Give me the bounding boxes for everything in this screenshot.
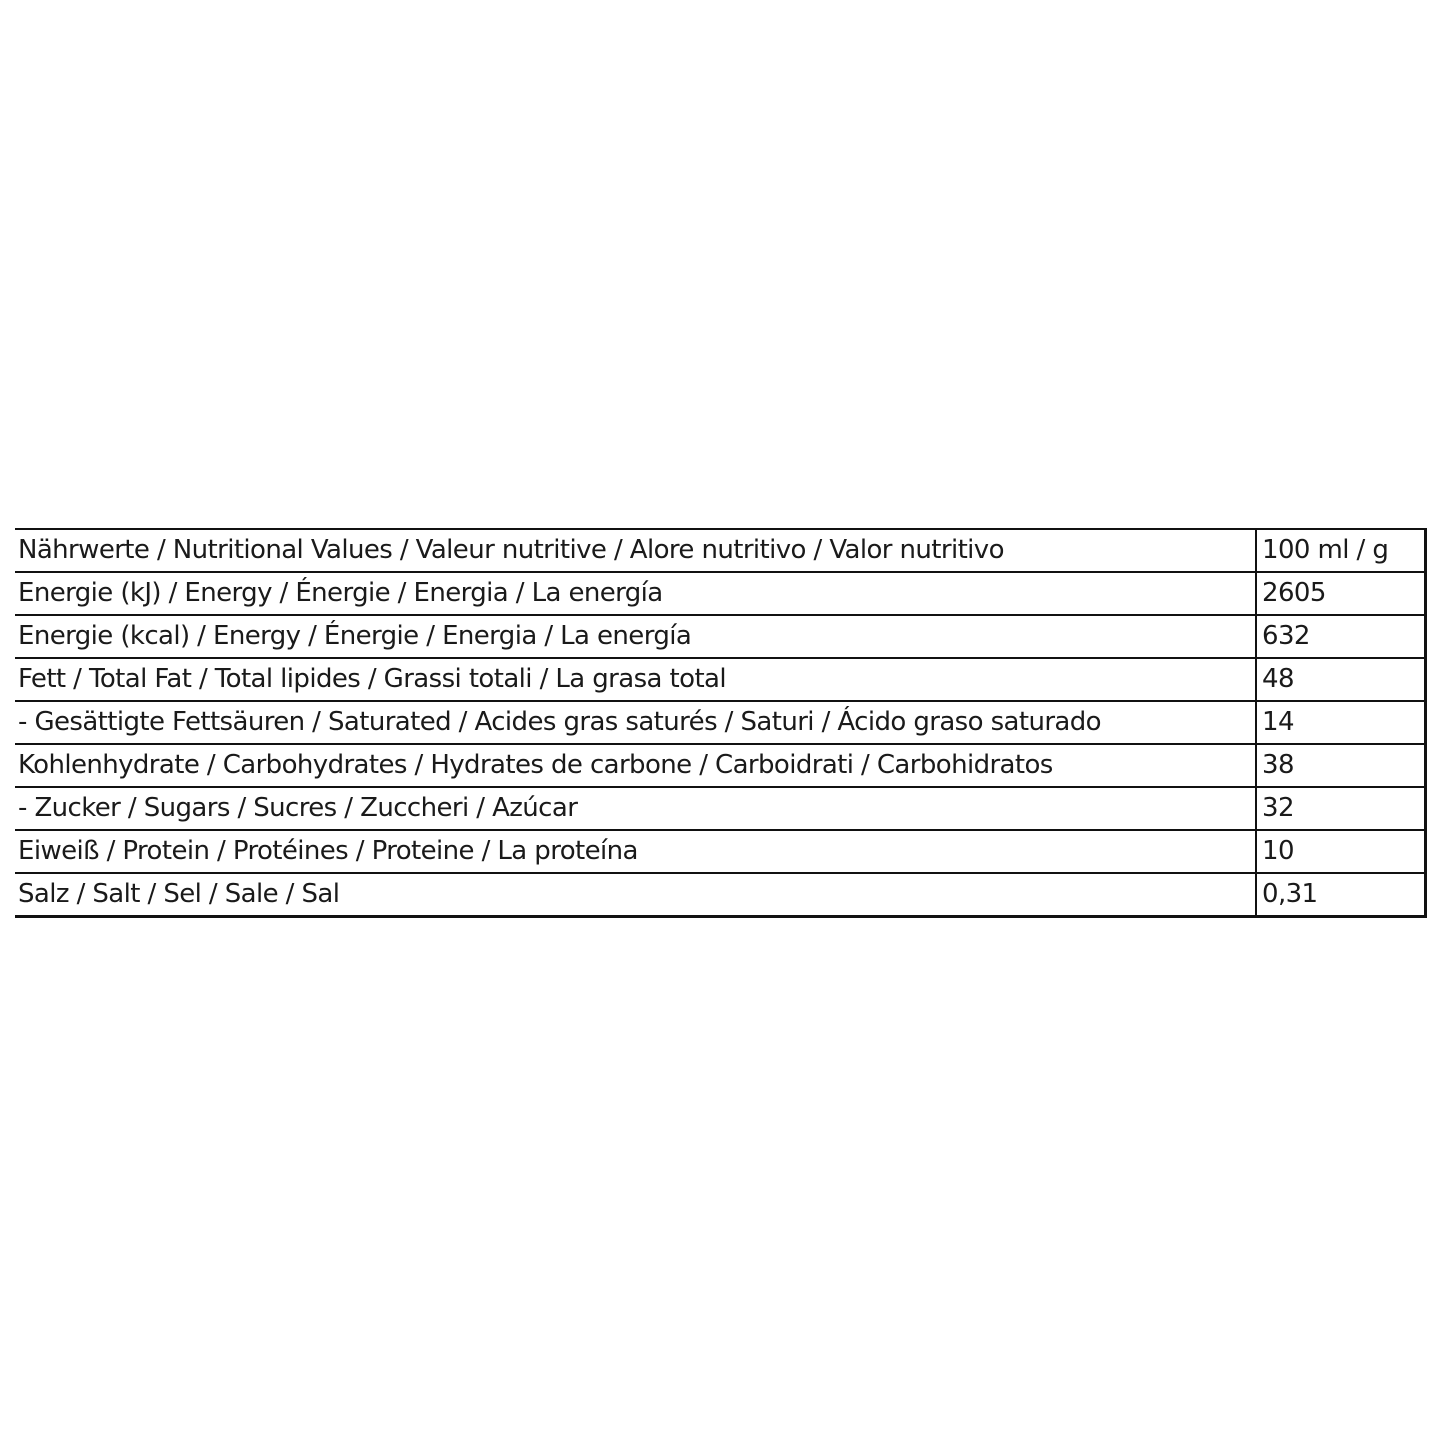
- carbohydrates-label: Kohlenhydrate / Carbohydrates / Hydrates de carbone / Carboidrati / Carbohidratos: [15, 744, 1256, 787]
- salt-label: Salz / Salt / Sel / Sale / Sal: [15, 873, 1256, 917]
- header-unit-cell: 100 ml / g: [1256, 529, 1426, 572]
- table-row-header: [15, 529, 1426, 572]
- fat-value: 48: [1256, 658, 1426, 701]
- table-row-carbohydrates: [15, 744, 1426, 787]
- sugars-label: - Zucker / Sugars / Sucres / Zuccheri / Azúcar: [15, 787, 1256, 830]
- saturated-fat-value: 14: [1256, 701, 1426, 744]
- table-row-energy-kj: [15, 572, 1426, 615]
- header-label-cell: Nährwerte / Nutritional Values / Valeur nutritive / Alore nutritivo / Valor nutritivo: [15, 529, 1256, 572]
- table-row-salt: [15, 873, 1426, 917]
- protein-label: Eiweiß / Protein / Protéines / Proteine / La proteína: [15, 830, 1256, 873]
- protein-value: 10: [1256, 830, 1426, 873]
- table-row-saturated-fat: [15, 701, 1426, 744]
- energy-kj-value: 2605: [1256, 572, 1426, 615]
- salt-value: 0,31: [1262, 879, 1318, 909]
- energy-kcal-value: 632: [1256, 615, 1426, 658]
- nutrition-table: [15, 528, 1427, 918]
- fat-label: Fett / Total Fat / Total lipides / Grassi totali / La grasa total: [15, 658, 1256, 701]
- table-row-sugars: [15, 787, 1426, 830]
- energy-kcal-label: Energie (kcal) / Energy / Énergie / Energia / La energía: [15, 615, 1256, 658]
- carbohydrates-value: 38: [1256, 744, 1426, 787]
- table-row-fat: [15, 658, 1426, 701]
- table-row-protein: [15, 830, 1426, 873]
- saturated-fat-label: - Gesättigte Fettsäuren / Saturated / Acides gras saturés / Saturi / Ácido graso saturado: [15, 701, 1256, 744]
- nutrition-table-body: [15, 529, 1426, 917]
- sugars-value: 32: [1256, 787, 1426, 830]
- table-row-energy-kcal: [15, 615, 1426, 658]
- energy-kj-label: Energie (kJ) / Energy / Énergie / Energia / La energía: [15, 572, 1256, 615]
